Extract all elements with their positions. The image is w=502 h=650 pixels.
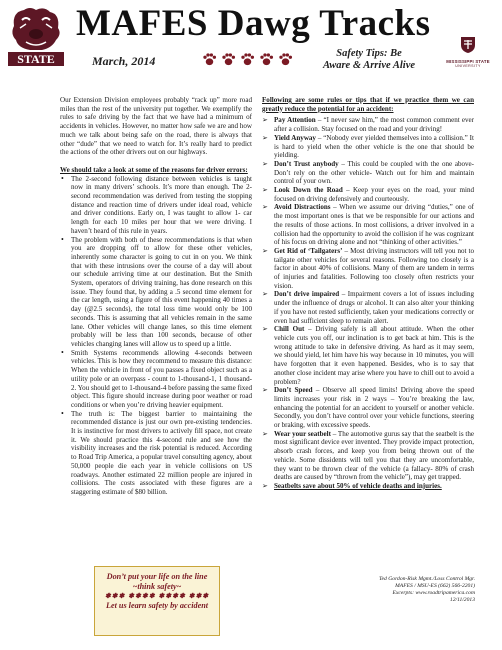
driver-errors-list: [60, 175, 252, 497]
left-column: [60, 96, 252, 497]
driver-errors-heading: We should take a look at some of the reasons for driver errors:: [60, 165, 248, 174]
svg-text:STATE: STATE: [17, 52, 55, 66]
msu-sub: UNIVERSITY: [455, 64, 481, 68]
list-item: [262, 160, 474, 186]
paw-print-icon: [278, 52, 293, 67]
paw-print-icon: [259, 52, 274, 67]
issue-date: March, 2014: [92, 54, 156, 68]
safety-banner: [94, 566, 220, 636]
banner-line1: Don’t put your life on the line: [106, 572, 208, 581]
signature-line1: Ted Gordon-Risk Mgmt./Loss Control Mgr.: [378, 576, 475, 582]
list-item: [262, 116, 474, 133]
signature-line3: Excerpts: www.roadtripamerica.com: [392, 590, 475, 596]
safety-rules-list: [262, 116, 474, 490]
tip-text: – Impairment covers a lot of issues including under the influence of drugs or alcohol. It can also alter your thinking if you have not rested sufficiently, taken your medications correctly or even had sufficient sleep to remain alert.: [274, 290, 474, 325]
msu-name: MISSISSIPPI STATE: [446, 59, 490, 64]
tip-term: Chill Out: [274, 325, 305, 334]
tip-term: Yield Anyway: [274, 133, 316, 142]
list-item: [262, 186, 474, 203]
tip-text: – Most driving instructors will tell you not to tailgate other vehicles for several reasons. Following too closely is a factor in about 40% of collisions. Many of them are tandem in terms of injuries and fatalities. Following too closely often restricts your vision.: [274, 246, 475, 290]
tip-text: – Keep your eyes on the road, your mind focused on driving defensively and courteously.: [274, 186, 474, 203]
tip-text: – Driving safely is all about attitude. When the other vehicle cuts you off, our inclination is to get back at him. This is the wrong attitude to take in defensive driving. As hard as it may seem, we should yield, let him have his way because in 10 minutes, you will have forgotten that it even happened. Besides, who is to say that another close incident may arise where you have to chill out to avoid a problem?: [274, 325, 474, 386]
tip-term: Wear your seatbelt: [274, 429, 331, 438]
signature-line2: MAFES / MSU-ES (662) 566-2201): [395, 583, 475, 589]
banner-line3: Let us learn safety by accident: [105, 601, 209, 610]
list-item: • The problem with both of these recommendations is that when you are dropping off to allow for these other vehicles, inherently some character is going to cut in on you. We think that with these intrusions over the course of a day will about our schedule arriving time at our destination. But the Smith System, operators of driving training, has done research on this issue. They found that, by adding a .5 second time element for the car length, using a figure of this event happening 40 times a day (@2.5 seconds), the total loss time would only be 100 seconds. This is assuming that all vehicles remain in the same lane. Other vehicles will change lanes, so this time element probably will be less than 100 seconds, because of other vehicles changing lanes will allow us to speed up a little.: [60, 236, 252, 349]
tip-text: – The automotive gurus say that the seatbelt is the most significant device ever invented. They provide impact protection, absorb crash forces, and keep you from being thrown out of the vehicle. Some dissidents will tell you that they are uncomfortable, they want to be thrown clear of the vehicle (a fallacy- 80% of crash deaths are caused by “thrown from the vehicle”), may get trapped.: [274, 429, 474, 482]
paw-print-icon: [202, 52, 217, 67]
tip-term: Pay Attention: [274, 116, 316, 125]
tip-text: – This could be coupled with the one above- Don’t rely on the other vehicle- Watch out for him and maintain control of your own.: [274, 159, 474, 186]
list-item: [262, 203, 474, 247]
list-item: • Smith Systems recommends allowing 4-seconds between vehicles. This is how they recommend to measure this distance: When the vehicle in front of you passes a fixed object such as a utility pole or an overpass - count to 1-thousand-1, 1 thousand-2. You should get to 1-thousand-4 before passing the same fixed object. This figure should increase during poor weather or road conditions or when you’re driving heavier equipment.: [60, 349, 252, 410]
list-item: [262, 482, 474, 491]
list-item: • The 2-second following distance between vehicles is taught now in many drivers’ schools. It’s more than enough. The 2-second recommendation was derived from testing the stopping distance and reaction time of drivers under ideal road, vehicle and driver conditions. Early on, I was taught to allow 1- car length for each 10 miles per hour that we were driving. I haven’t heard of this rule in years.: [60, 175, 252, 236]
list-item: • The truth is: The biggest barrier to maintaining the recommended distance is just our own pre-existing tendencies. It is instinctive for most drivers to actively fill space, not create it. We should practice this 4-second rule and see how the visibility increases and the risk potential is reduced. According to Road Trip America, a popular travel consulting agency, about 50,000 people die each year in vehicle collisions on US roadways. Another estimated 22 million people are injured in collisions. The costs associated with these figures are a staggering estimate of $80 billion.: [60, 410, 252, 497]
right-column: [262, 96, 474, 491]
tip-term: Seatbelts save about 50% of vehicle deaths and injuries.: [274, 481, 442, 490]
safety-rules-heading: Following are some rules or tips that if we practice them we can greatly reduce the potential for an accident:: [262, 96, 474, 113]
newsletter-header: [0, 0, 502, 80]
tip-text: – “I never saw him,” the most common comment ever after a collision. Stay focused on the road and your driving!: [274, 116, 474, 134]
list-item: [262, 325, 474, 386]
tip-term: Avoid Distractions: [274, 203, 331, 212]
tip-term: Get Rid of ‘Tailgaters’: [274, 246, 343, 255]
signature-line4: 12/11/2013: [449, 597, 475, 603]
tip-text: – Observe all speed limits! Driving above the speed limits increases your risk in 2 ways – You’re breaking the law, enhancing the potential for an accident to yourself or another vehicle. Secondly, you don’t have control over your vehicle functions, steering or braking, with excessive speeds.: [274, 386, 474, 430]
banner-line2: ~think safety~: [132, 582, 182, 591]
tip-term: Don’t drive impaired: [274, 290, 340, 299]
newsletter-title: MAFES Dawg Tracks: [76, 3, 431, 44]
list-item: [262, 290, 474, 325]
paw-row-icon: ✽✽✽ ✽✽✽✽ ✽✽✽✽ ✽✽✽: [104, 592, 210, 600]
safety-tagline-line2: Aware & Arrive Alive: [322, 60, 416, 71]
intro-paragraph: Our Extension Division employees probably “rack up” more road miles than the rest of the university put together. We exemplify the rules to safe driving by the fact that we have had a minimum of accidents in vehicles. However, no matter how safe we are and how much we talk about being safe on the road, there is always that other “dude” that we need to watch for. It’s really hard to predict the actions of the other drivers out on our highways.: [60, 96, 252, 157]
author-signature: [325, 576, 475, 604]
list-item: [262, 386, 474, 430]
safety-tagline-line1: Safety Tips: Be: [336, 48, 402, 59]
tip-term: Don’t Trust anybody: [274, 159, 339, 168]
msu-university-logo: [438, 36, 498, 72]
msu-bulldog-logo: [6, 4, 66, 70]
tip-term: Look Down the Road: [274, 186, 343, 195]
list-item: [262, 247, 474, 291]
tip-text: – When we assume our driving “duties,” one of the most important ones is that we be responsible for our actions and the results of those actions. In most collisions, a driver involved in a collision had the opportunity to avoid the collision if he was cognizant of his focus on driving alone and not “thinking of other activities.”: [274, 203, 475, 247]
paw-print-icon: [221, 52, 236, 67]
msu-shield-icon: [460, 36, 476, 54]
safety-tagline: [304, 48, 434, 72]
tip-term: Don’t Speed: [274, 386, 313, 395]
tip-text: – “Nobody ever yielded themselves into a collision.” It is hard to yield when the other vehicle is the one that should be yielding.: [274, 133, 474, 160]
paw-prints-row: [202, 52, 293, 70]
list-item: [262, 134, 474, 160]
list-item: [262, 430, 474, 482]
paw-print-icon: [240, 52, 255, 67]
